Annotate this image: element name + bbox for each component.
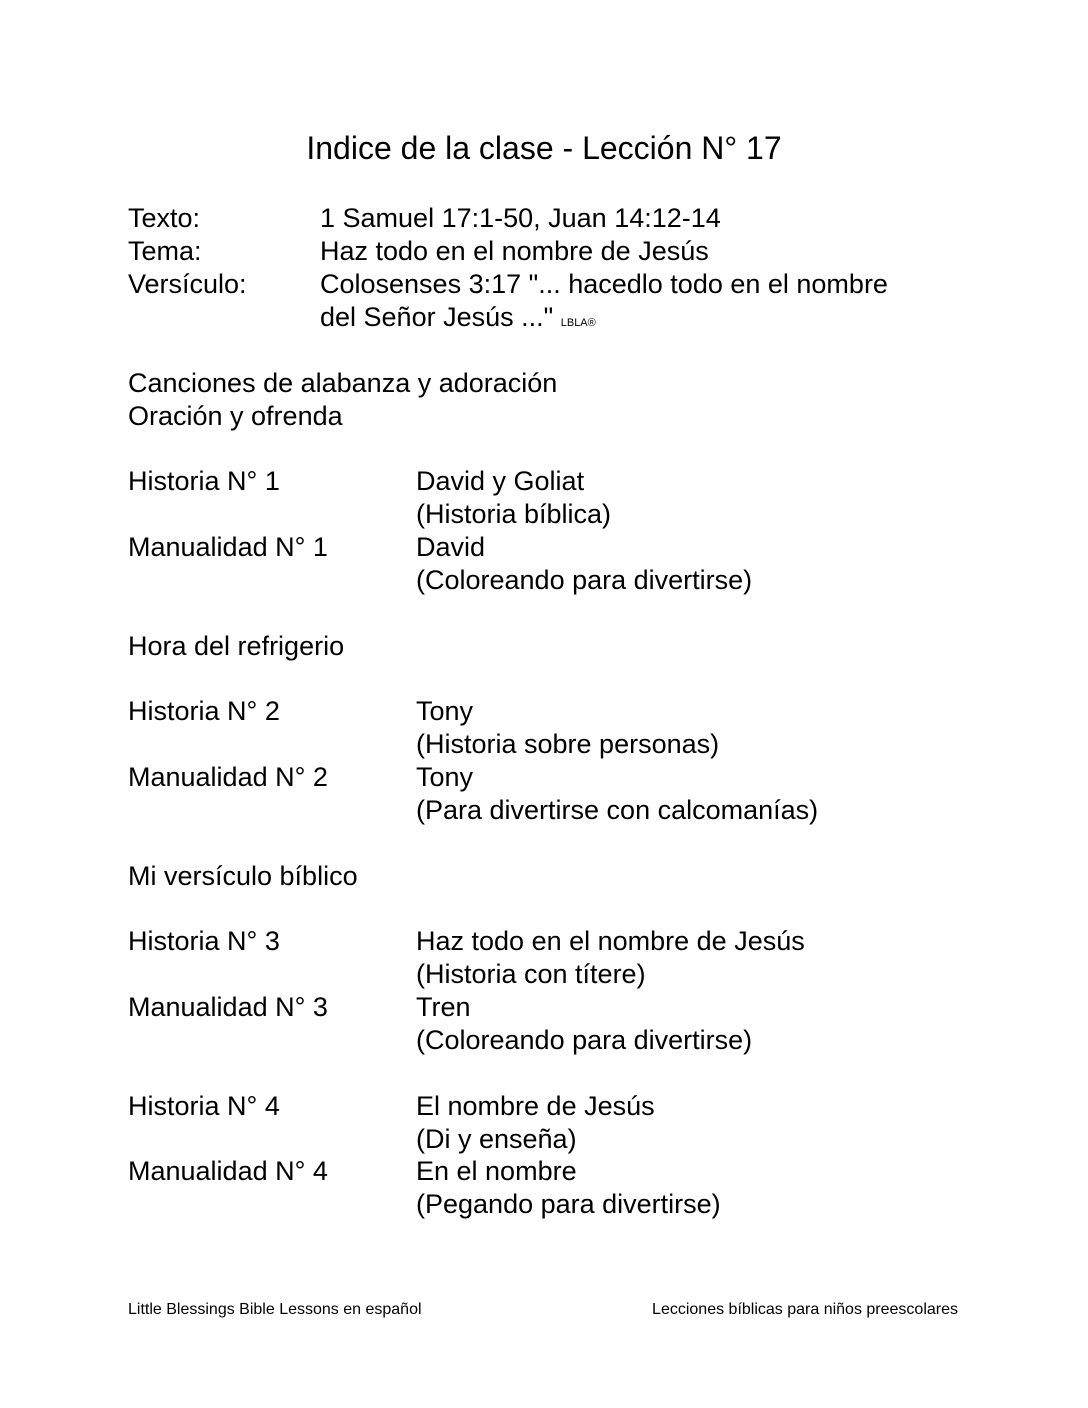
opening-songs: Canciones de alabanza y adoración xyxy=(128,368,558,398)
craft-4-title: En el nombre xyxy=(416,1156,577,1186)
craft-3-title: Tren xyxy=(416,992,471,1022)
footer-left: Little Blessings Bible Lessons en español xyxy=(128,1301,422,1318)
texto-value: 1 Samuel 17:1-50, Juan 14:12-14 xyxy=(320,203,721,233)
story-1-type: (Historia bíblica) xyxy=(416,499,612,529)
story-4-type: (Di y enseña) xyxy=(416,1124,577,1154)
story-4-label: Historia N° 4 xyxy=(128,1091,280,1121)
versiculo-label: Versículo: xyxy=(128,269,247,299)
bible-verse: Mi versículo bíblico xyxy=(128,861,358,891)
story-3-title: Haz todo en el nombre de Jesús xyxy=(416,926,805,956)
craft-3-label: Manualidad N° 3 xyxy=(128,992,328,1022)
versiculo-line-2 xyxy=(320,301,596,334)
footer-right: Lecciones bíblicas para niños preescolares xyxy=(652,1301,958,1318)
craft-1-label: Manualidad N° 1 xyxy=(128,532,328,562)
story-4-title: El nombre de Jesús xyxy=(416,1091,655,1121)
story-3-label: Historia N° 3 xyxy=(128,926,280,956)
craft-4-label: Manualidad N° 4 xyxy=(128,1156,328,1186)
craft-2-title: Tony xyxy=(416,762,474,792)
craft-4-type: (Pegando para divertirse) xyxy=(416,1189,721,1219)
versiculo-line-1: Colosenses 3:17 "... hacedlo todo en el nombre xyxy=(320,269,888,299)
story-1-label: Historia N° 1 xyxy=(128,466,280,496)
snack-time: Hora del refrigerio xyxy=(128,631,345,661)
craft-1-title: David xyxy=(416,532,486,562)
story-1-title: David y Goliat xyxy=(416,466,585,496)
craft-2-label: Manualidad N° 2 xyxy=(128,762,328,792)
versiculo-source: LBLA® xyxy=(560,317,596,329)
story-2-title: Tony xyxy=(416,696,474,726)
craft-2-type: (Para divertirse con calcomanías) xyxy=(416,795,819,825)
opening-prayer: Oración y ofrenda xyxy=(128,401,343,431)
story-2-label: Historia N° 2 xyxy=(128,696,280,726)
craft-1-type: (Coloreando para divertirse) xyxy=(416,565,753,595)
craft-3-type: (Coloreando para divertirse) xyxy=(416,1025,753,1055)
story-3-type: (Historia con títere) xyxy=(416,959,646,989)
page-title: Indice de la clase - Lección N° 17 xyxy=(306,130,782,166)
story-2-type: (Historia sobre personas) xyxy=(416,729,720,759)
versiculo-text: del Señor Jesús ..." xyxy=(320,302,554,332)
tema-label: Tema: xyxy=(128,236,202,266)
tema-value: Haz todo en el nombre de Jesús xyxy=(320,236,709,266)
texto-label: Texto: xyxy=(128,203,201,233)
